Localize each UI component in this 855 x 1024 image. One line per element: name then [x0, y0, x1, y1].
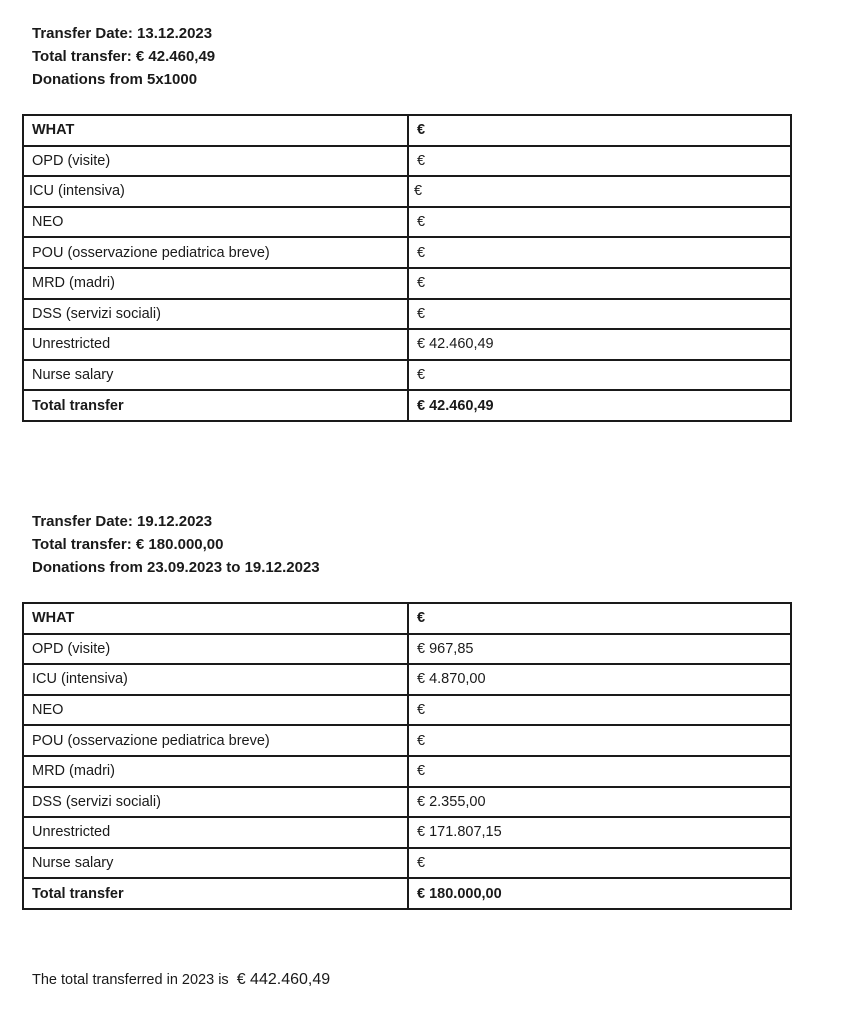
table-row — [23, 146, 791, 177]
row-category: POU (osservazione pediatrica breve) — [23, 725, 408, 756]
row-amount: € — [408, 299, 791, 330]
row-amount: € — [408, 725, 791, 756]
row-category: NEO — [23, 207, 408, 238]
table-row — [23, 664, 791, 695]
table-row — [23, 329, 791, 360]
row-category: DSS (servizi sociali) — [23, 299, 408, 330]
row-category: NEO — [23, 695, 408, 726]
table-row — [23, 725, 791, 756]
summary-amount: € 442.460,49 — [236, 971, 331, 988]
row-amount: € — [408, 268, 791, 299]
column-header-what: WHAT — [23, 603, 408, 634]
table-row — [23, 176, 791, 207]
total-amount: € 180.000,00 — [408, 878, 791, 909]
row-category: MRD (madri) — [23, 756, 408, 787]
column-header-amount: € — [408, 603, 791, 634]
row-category: ICU (intensiva) — [23, 664, 408, 695]
total-amount: € 42.460,49 — [408, 390, 791, 421]
transfer-total: Total transfer: € 42.460,49 — [32, 48, 216, 65]
row-category: ICU (intensiva) — [23, 176, 408, 207]
row-category: DSS (servizi sociali) — [23, 787, 408, 818]
row-amount: € 2.355,00 — [408, 787, 791, 818]
summary-text: The total transferred in 2023 is — [32, 972, 229, 988]
row-amount: € 4.870,00 — [408, 664, 791, 695]
transfer-date: Transfer Date: 13.12.2023 — [32, 25, 213, 42]
row-amount: € — [408, 237, 791, 268]
table-row — [23, 237, 791, 268]
row-category: Unrestricted — [23, 817, 408, 848]
transfer-date: Transfer Date: 19.12.2023 — [32, 513, 213, 530]
column-header-what: WHAT — [23, 115, 408, 146]
table-total-row — [23, 878, 791, 909]
row-category: POU (osservazione pediatrica breve) — [23, 237, 408, 268]
table-row — [23, 756, 791, 787]
row-category: OPD (visite) — [23, 634, 408, 665]
row-amount: € — [408, 360, 791, 391]
donations-source: Donations from 5x1000 — [32, 71, 198, 88]
donations-source: Donations from 23.09.2023 to 19.12.2023 — [32, 559, 320, 576]
row-amount: € 967,85 — [408, 634, 791, 665]
row-amount: € — [408, 146, 791, 177]
table-total-row — [23, 390, 791, 421]
transfer-table-1 — [22, 114, 792, 422]
table-row — [23, 787, 791, 818]
row-amount: € — [408, 176, 791, 207]
transfer-table-2 — [22, 602, 792, 910]
column-header-amount: € — [408, 115, 791, 146]
table-row — [23, 817, 791, 848]
table-row — [23, 299, 791, 330]
row-amount: € — [408, 756, 791, 787]
table-row — [23, 268, 791, 299]
total-label: Total transfer — [23, 390, 408, 421]
row-amount: € 171.807,15 — [408, 817, 791, 848]
table-row — [23, 360, 791, 391]
row-category: MRD (madri) — [23, 268, 408, 299]
transfer-header-1 — [32, 22, 215, 91]
yearly-summary — [32, 971, 330, 989]
row-category: OPD (visite) — [23, 146, 408, 177]
row-category: Unrestricted — [23, 329, 408, 360]
row-amount: € — [408, 848, 791, 879]
table-header-row — [23, 603, 791, 634]
table-row — [23, 207, 791, 238]
total-label: Total transfer — [23, 878, 408, 909]
row-amount: € — [408, 695, 791, 726]
row-amount: € — [408, 207, 791, 238]
table-row — [23, 695, 791, 726]
transfer-header-2 — [32, 510, 320, 579]
table-header-row — [23, 115, 791, 146]
table-row — [23, 848, 791, 879]
transfer-total: Total transfer: € 180.000,00 — [32, 536, 224, 553]
table-row — [23, 634, 791, 665]
row-amount: € 42.460,49 — [408, 329, 791, 360]
row-category: Nurse salary — [23, 848, 408, 879]
row-category: Nurse salary — [23, 360, 408, 391]
